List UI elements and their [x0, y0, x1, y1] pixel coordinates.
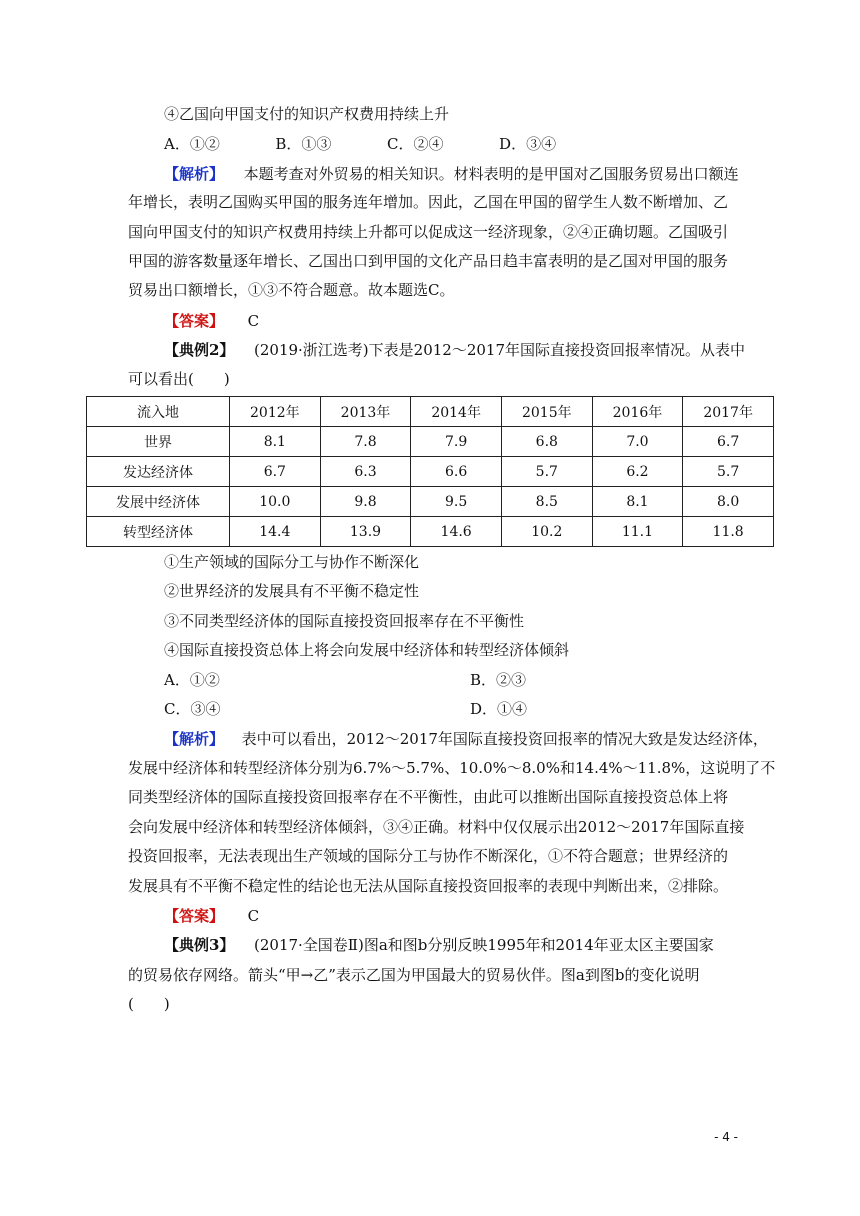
q2-option-c: C．③④	[164, 700, 221, 718]
table-cell: 7.9	[411, 427, 502, 457]
table-row	[87, 517, 774, 547]
table-cell: 转型经济体	[87, 517, 230, 547]
table-cell: 11.8	[683, 517, 774, 547]
q2-analysis-tag: 【解析】	[164, 730, 225, 748]
q2-analysis-line-4: 会向发展中经济体和转型经济体倾斜，③④正确。材料中仅仅展示出2012～2017年国际直接	[128, 818, 745, 836]
table-cell: 5.7	[683, 457, 774, 487]
table-cell: 发展中经济体	[87, 487, 230, 517]
table-cell: 发达经济体	[87, 457, 230, 487]
table-row	[87, 457, 774, 487]
table-cell: 6.7	[683, 427, 774, 457]
q3-stem-line-1	[164, 935, 714, 955]
table-cell: 6.3	[320, 457, 411, 487]
table-cell: 8.5	[501, 487, 592, 517]
page-number: - 4 -	[714, 1130, 738, 1144]
q1-analysis-line-1: 本题考查对外贸易的相关知识。材料表明的是甲国对乙国服务贸易出口额连	[243, 165, 739, 183]
table-cell: 6.8	[501, 427, 592, 457]
q2-answer-value: C	[247, 907, 260, 925]
q1-answer	[164, 311, 259, 331]
q1-answer-value: C	[247, 312, 260, 330]
q3-stem-line-3: ( )	[128, 995, 170, 1013]
table-cell: 7.0	[592, 427, 683, 457]
table-cell: 9.8	[320, 487, 411, 517]
q2-item-4: ④国际直接投资总体上将会向发展中经济体和转型经济体倾斜	[164, 641, 570, 659]
table-header-cell: 2012年	[230, 397, 321, 427]
q1-analysis-line-5: 贸易出口额增长，①③不符合题意。故本题选C。	[128, 281, 455, 299]
q1-option-a: A．①②	[164, 135, 220, 153]
q2-analysis-line-6: 发展具有不平衡不稳定性的结论也无法从国际直接投资回报率的表现中判断出来，②排除。	[128, 877, 729, 895]
q1-analysis-tag: 【解析】	[164, 165, 225, 183]
q2-analysis-line-5: 投资回报率，无法表现出生产领域的国际分工与协作不断深化，①不符合题意；世界经济的	[128, 847, 729, 865]
table-cell: 10.0	[230, 487, 321, 517]
q2-analysis-first-line	[164, 729, 768, 749]
q3-stem-line-2: 的贸易依存网络。箭头“甲→乙”表示乙国为甲国最大的贸易伙伴。图a到图b的变化说明	[128, 966, 700, 984]
q1-item-4: ④乙国向甲国支付的知识产权费用持续上升	[164, 105, 450, 123]
q1-option-d: D．③④	[499, 135, 557, 153]
table-cell: 6.2	[592, 457, 683, 487]
table-header-cell: 2017年	[683, 397, 774, 427]
investment-return-table	[86, 396, 774, 547]
table-cell: 8.1	[592, 487, 683, 517]
q3-tag: 【典例3】	[164, 936, 235, 954]
q2-option-b: B．②③	[470, 671, 527, 689]
table-header-cell: 2015年	[501, 397, 592, 427]
table-cell: 9.5	[411, 487, 502, 517]
table-header-cell: 2016年	[592, 397, 683, 427]
table-cell: 8.1	[230, 427, 321, 457]
q2-analysis-line-3: 同类型经济体的国际直接投资回报率存在不平衡性，由此可以推断出国际直接投资总体上将	[128, 788, 729, 806]
table-cell: 6.6	[411, 457, 502, 487]
q1-analysis-line-2: 年增长，表明乙国购买甲国的服务连年增加。因此，乙国在甲国的留学生人数不断增加、乙	[128, 193, 729, 211]
q2-stem-line-1	[164, 340, 745, 360]
table-cell: 10.2	[501, 517, 592, 547]
table-cell: 14.4	[230, 517, 321, 547]
table-cell: 5.7	[501, 457, 592, 487]
q2-answer	[164, 906, 259, 926]
q2-item-2: ②世界经济的发展具有不平衡不稳定性	[164, 582, 420, 600]
q2-stem-line-2: 可以看出( )	[128, 370, 230, 388]
q1-options	[164, 134, 556, 154]
q2-tag: 【典例2】	[164, 341, 235, 359]
table-header-row	[87, 397, 774, 427]
q2-answer-tag: 【答案】	[164, 907, 225, 925]
table-header-cell: 2014年	[411, 397, 502, 427]
table-cell: 11.1	[592, 517, 683, 547]
q2-analysis-line-2: 发展中经济体和转型经济体分别为6.7%～5.7%、10.0%～8.0%和14.4%～11.8%，这说明了不	[128, 759, 776, 777]
table-cell: 7.8	[320, 427, 411, 457]
q2-item-1: ①生产领域的国际分工与协作不断深化	[164, 553, 420, 571]
table-row	[87, 487, 774, 517]
table-header-cell: 流入地	[87, 397, 230, 427]
q2-item-3: ③不同类型经济体的国际直接投资回报率存在不平衡性	[164, 612, 525, 630]
q1-option-c: C．②④	[387, 135, 444, 153]
q1-analysis-line-4: 甲国的游客数量逐年增长、乙国出口到甲国的文化产品日趋丰富表明的是乙国对甲国的服务	[128, 252, 729, 270]
table-cell: 14.6	[411, 517, 502, 547]
table-cell: 6.7	[230, 457, 321, 487]
q2-stem-text-1: (2019·浙江选考)下表是2012～2017年国际直接投资回报率情况。从表中	[254, 341, 745, 359]
q1-option-b: B．①③	[275, 135, 332, 153]
table-cell: 世界	[87, 427, 230, 457]
q2-analysis-line-1: 表中可以看出，2012～2017年国际直接投资回报率的情况大致是发达经济体，	[241, 730, 768, 748]
q1-answer-tag: 【答案】	[164, 312, 225, 330]
table-cell: 13.9	[320, 517, 411, 547]
q2-option-d: D．①④	[470, 700, 528, 718]
table-cell: 8.0	[683, 487, 774, 517]
q3-stem-text-1: (2017·全国卷Ⅱ)图a和图b分别反映1995年和2014年亚太区主要国家	[254, 936, 714, 954]
table-row	[87, 427, 774, 457]
table-header-cell: 2013年	[320, 397, 411, 427]
q1-analysis-line-3: 国向甲国支付的知识产权费用持续上升都可以促成这一经济现象，②④正确切题。乙国吸引	[128, 223, 729, 241]
q2-option-a: A．①②	[164, 671, 220, 689]
q1-analysis-first-line	[164, 164, 739, 184]
